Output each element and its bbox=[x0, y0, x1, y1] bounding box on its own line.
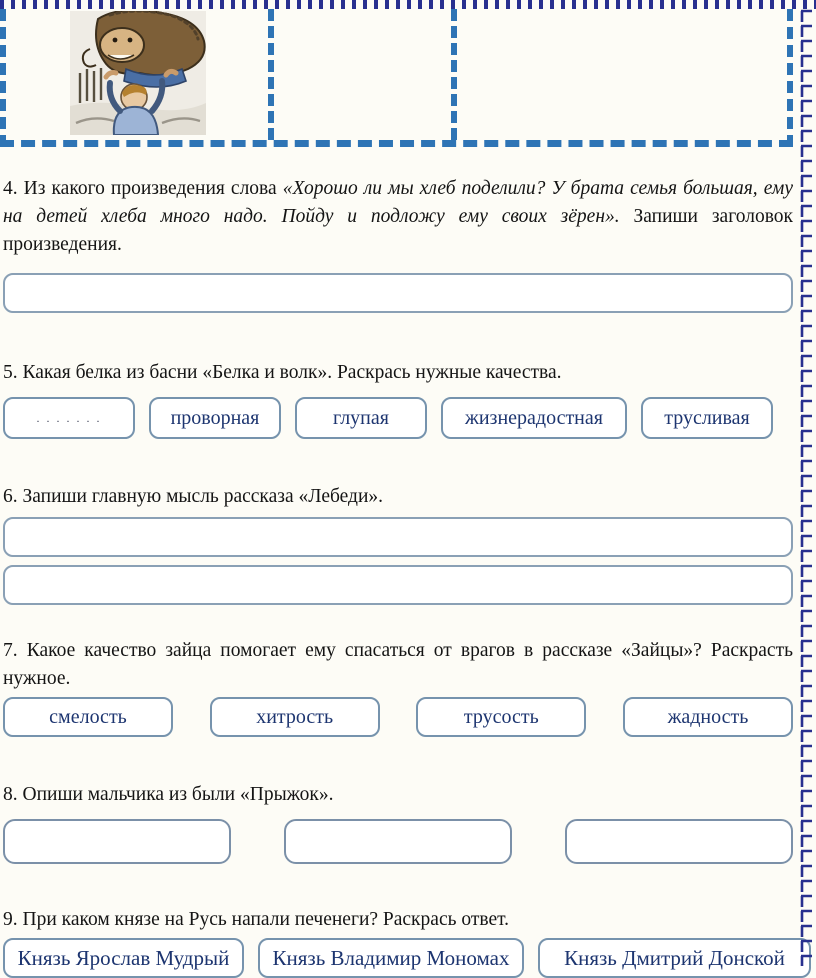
question-7-label: 7. Какое качество зайца помогает ему спасаться от врагов в рассказе «Зайцы»? Раскрасть нужное. bbox=[3, 640, 793, 689]
q7-option-zhadnost[interactable]: жадность bbox=[623, 697, 793, 737]
q8-answer-box-1[interactable] bbox=[3, 819, 231, 864]
q5-option-truslivaya[interactable]: трусливая bbox=[641, 397, 773, 439]
question-4-label bbox=[3, 175, 793, 259]
q7-option-smelost[interactable]: смелость bbox=[3, 697, 173, 737]
question-9-label: 9. При каком князе на Русь напали печенеги? Раскрась ответ. bbox=[3, 909, 510, 930]
cut-line-brackets bbox=[798, 9, 816, 966]
q5-option-glupaya[interactable]: глупая bbox=[295, 397, 427, 439]
question-4-quote: «Хорошо ли мы хлеб поделили? У брата семья большая, ему на детей хлеба много надо. Пойду и подложу ему своих зёрен». bbox=[3, 178, 793, 227]
question-8-label: 8. Опиши мальчика из были «Прыжок». bbox=[3, 784, 334, 805]
q9-options-row bbox=[3, 938, 811, 978]
cutout-card-illustration bbox=[6, 9, 274, 140]
cutout-strip bbox=[0, 9, 793, 147]
question-5-label: 5. Какая белка из басни «Белка и волк». Раскрась нужные качества. bbox=[3, 362, 562, 383]
story-illustration bbox=[70, 11, 206, 135]
q5-option-dots[interactable]: . . . . . . . bbox=[3, 397, 135, 439]
question-4-text: 4. Из какого произведения слова bbox=[3, 178, 283, 199]
q9-option-yaroslav-mudry[interactable]: Князь Ярослав Мудрый bbox=[3, 938, 244, 978]
cutout-card-empty-2 bbox=[457, 9, 787, 140]
q8-answer-box-3[interactable] bbox=[565, 819, 793, 864]
q5-option-provornaya[interactable]: проворная bbox=[149, 397, 281, 439]
worksheet-body bbox=[0, 175, 816, 978]
q6-answer-box-2[interactable] bbox=[3, 565, 793, 605]
bracket-pattern-icon bbox=[798, 9, 816, 966]
cut-line-ticks bbox=[0, 0, 816, 9]
cutout-card-empty-1 bbox=[274, 9, 457, 140]
q7-option-trusost[interactable]: трусость bbox=[416, 697, 586, 737]
q8-answer-row bbox=[3, 819, 793, 864]
q7-option-hitrost[interactable]: хитрость bbox=[210, 697, 380, 737]
q8-answer-box-2[interactable] bbox=[284, 819, 512, 864]
q5-options-row bbox=[3, 397, 793, 439]
q9-option-dmitry-donskoy[interactable]: Князь Дмитрий Донской bbox=[538, 938, 811, 978]
q7-options-row bbox=[3, 697, 793, 737]
q9-option-vladimir-monomakh[interactable]: Князь Владимир Мономах bbox=[258, 938, 524, 978]
q6-answer-box-1[interactable] bbox=[3, 517, 793, 557]
q5-option-zhizneradostnaya[interactable]: жизнерадостная bbox=[441, 397, 627, 439]
question-6-label: 6. Запиши главную мысль рассказа «Лебеди». bbox=[3, 486, 384, 507]
q4-answer-box[interactable] bbox=[3, 273, 793, 313]
question-4-instruction: Запиши заголовок произведения. bbox=[3, 206, 793, 255]
